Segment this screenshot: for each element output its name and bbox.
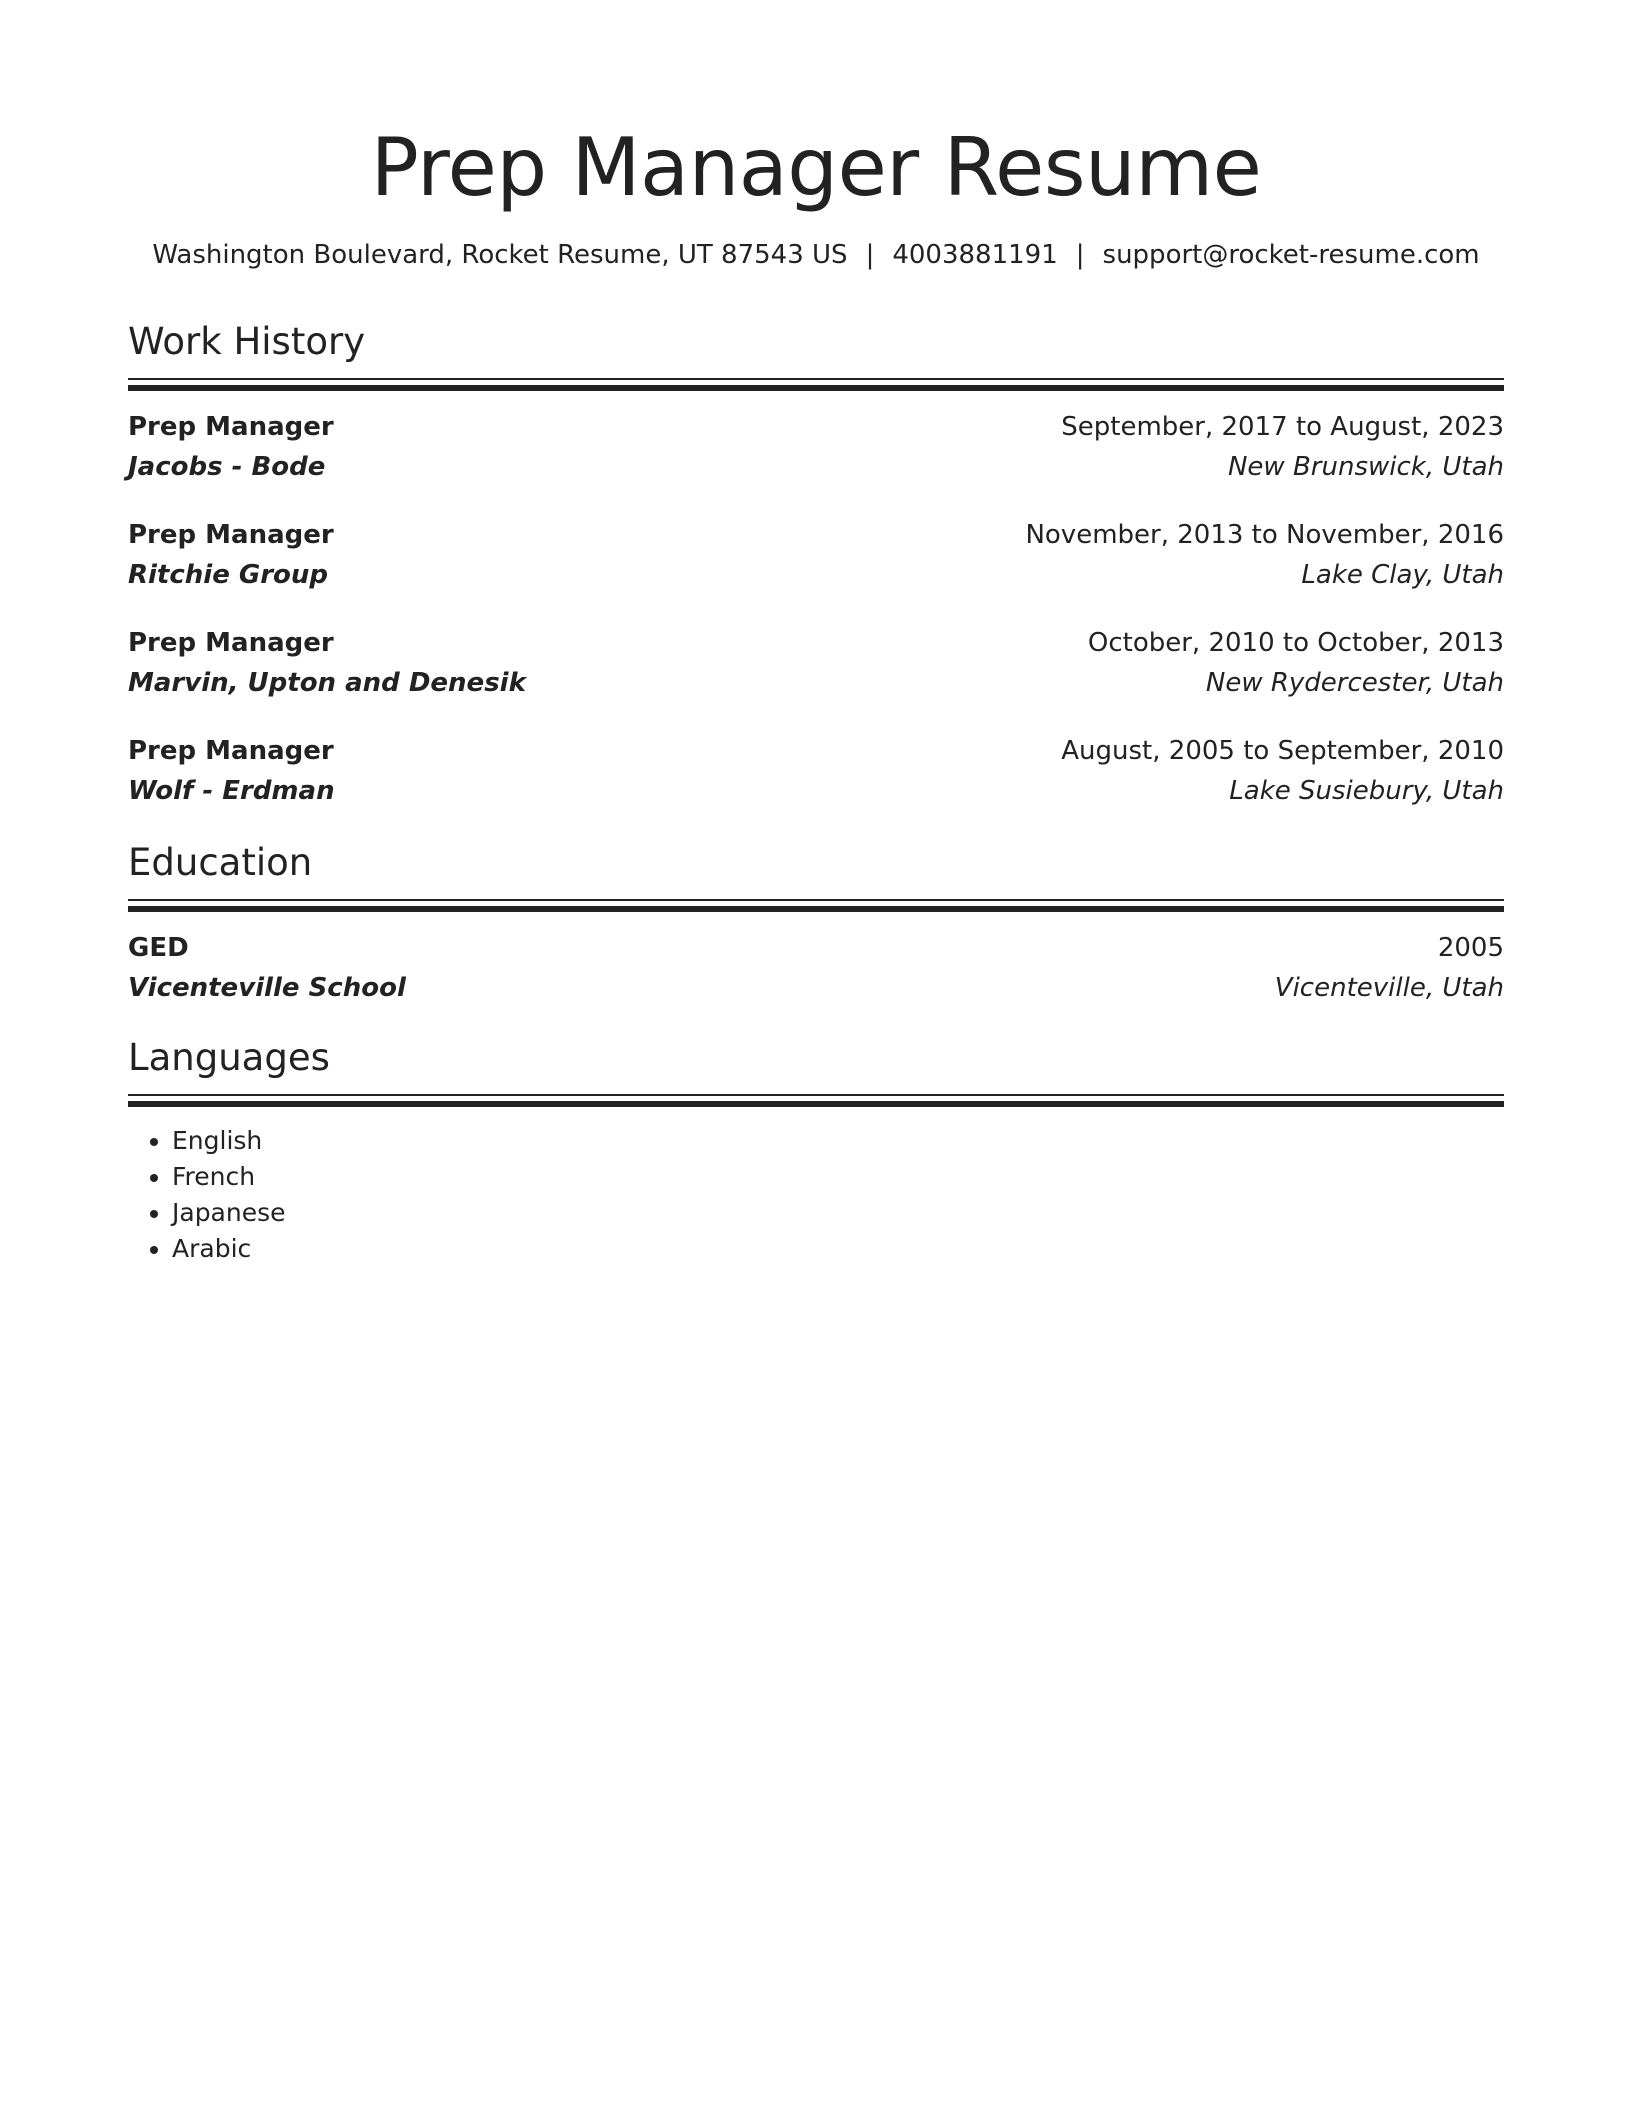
contact-line <box>128 238 1504 272</box>
section-divider <box>128 899 1504 912</box>
language-item: • Arabic <box>172 1231 1504 1267</box>
job-company: Ritchie Group <box>128 560 329 590</box>
language-item: • English <box>172 1123 1504 1159</box>
education-school: Vicenteville School <box>128 973 406 1003</box>
job-dates: November, 2013 to November, 2016 <box>1025 520 1504 550</box>
job-location: Lake Susiebury, Utah <box>1229 776 1504 806</box>
job-entry <box>128 731 1504 811</box>
section-divider <box>128 1094 1504 1107</box>
languages-heading: Languages <box>128 1036 330 1079</box>
education-degree: GED <box>128 933 189 963</box>
job-dates: August, 2005 to September, 2010 <box>1061 736 1504 766</box>
education-heading: Education <box>128 841 313 884</box>
job-location: New Rydercester, Utah <box>1205 668 1504 698</box>
contact-separator: | <box>1075 240 1085 270</box>
education-location: Vicenteville, Utah <box>1274 973 1504 1003</box>
job-role: Prep Manager <box>128 520 334 550</box>
education-year: 2005 <box>1437 933 1504 963</box>
contact-email: support@rocket-resume.com <box>1102 240 1480 270</box>
job-location: Lake Clay, Utah <box>1301 560 1504 590</box>
job-entry <box>128 515 1504 595</box>
job-entry <box>128 407 1504 487</box>
job-entry <box>128 623 1504 703</box>
languages-list <box>128 1123 1504 1267</box>
work-history-heading: Work History <box>128 320 366 363</box>
job-dates: October, 2010 to October, 2013 <box>1087 628 1504 658</box>
job-company: Jacobs - Bode <box>128 452 326 482</box>
job-role: Prep Manager <box>128 736 334 766</box>
job-dates: September, 2017 to August, 2023 <box>1061 412 1504 442</box>
language-item: • Japanese <box>172 1195 1504 1231</box>
resume-title: Prep Manager Resume <box>370 121 1262 214</box>
job-company: Marvin, Upton and Denesik <box>128 668 526 698</box>
job-company: Wolf - Erdman <box>128 776 335 806</box>
contact-phone: 4003881191 <box>892 240 1058 270</box>
job-role: Prep Manager <box>128 412 334 442</box>
job-location: New Brunswick, Utah <box>1227 452 1504 482</box>
job-role: Prep Manager <box>128 628 334 658</box>
contact-address: Washington Boulevard, Rocket Resume, UT 87543 US <box>152 240 848 270</box>
contact-separator: | <box>865 240 875 270</box>
section-divider <box>128 378 1504 391</box>
language-item: • French <box>172 1159 1504 1195</box>
education-entry <box>128 928 1504 1008</box>
